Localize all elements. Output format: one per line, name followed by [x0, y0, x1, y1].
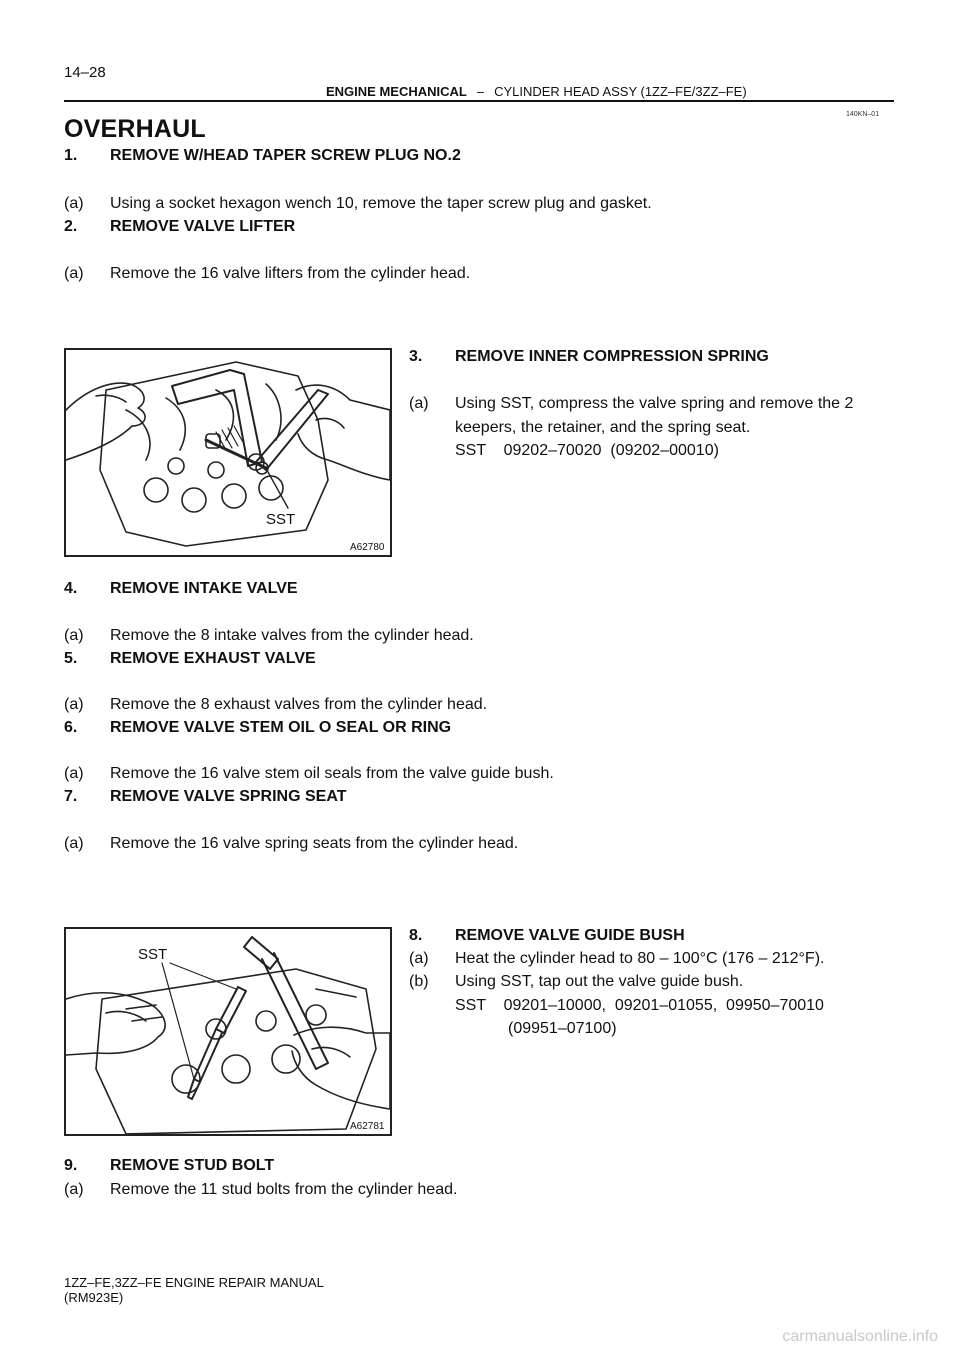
footer-manual-title: 1ZZ–FE,3ZZ–FE ENGINE REPAIR MANUAL: [64, 1275, 324, 1290]
figure-1-illustration: [66, 350, 390, 555]
step-4-instruction-a: [64, 627, 474, 645]
step-number: 8.: [409, 927, 423, 944]
figure-1-sst-label: SST: [266, 511, 296, 528]
step-number: 4.: [64, 580, 78, 597]
header-rule: [64, 100, 894, 102]
step-1-heading: [64, 147, 461, 165]
step-7-instruction-a: [64, 835, 518, 853]
figure-1-id: A62780: [350, 542, 385, 553]
step-number: 2.: [64, 218, 78, 235]
step-1-instruction-a: [64, 195, 652, 213]
step-8-instruction-b: [409, 973, 743, 991]
step-title: REMOVE STUD BOLT: [110, 1157, 275, 1174]
step-9-heading: [64, 1157, 274, 1175]
step-5-heading: [64, 650, 316, 668]
step-number: 5.: [64, 650, 78, 667]
instruction-label: (a): [64, 1181, 84, 1198]
instruction-text: Remove the 16 valve spring seats from the cylinder head.: [110, 835, 519, 852]
figure-2-illustration: [66, 929, 390, 1134]
step-title: REMOVE INNER COMPRESSION SPRING: [455, 348, 769, 365]
instruction-text: Using SST, tap out the valve guide bush.: [455, 973, 744, 990]
step-title: REMOVE VALVE GUIDE BUSH: [455, 927, 685, 944]
instruction-text: Remove the 16 valve stem oil seals from the valve guide bush.: [110, 765, 554, 782]
step-3-instruction-a: [409, 395, 853, 413]
step-number: 1.: [64, 147, 78, 164]
instruction-text: Remove the 11 stud bolts from the cylinder head.: [110, 1181, 458, 1198]
header-subsection: CYLINDER HEAD ASSY (1ZZ–FE/3ZZ–FE): [494, 84, 747, 99]
step-8-sst-numbers: SST 09201–10000, 09201–01055, 09950–70010: [455, 997, 824, 1014]
page-title: OVERHAUL: [64, 115, 206, 143]
instruction-label: (a): [64, 765, 84, 782]
figure-2-sst-label: SST: [138, 946, 168, 963]
step-title: REMOVE W/HEAD TAPER SCREW PLUG NO.2: [110, 147, 461, 164]
instruction-text: Using SST, compress the valve spring and remove the 2: [455, 395, 854, 412]
step-9-instruction-a: [64, 1181, 457, 1199]
step-2-heading: [64, 218, 295, 236]
step-2-instruction-a: [64, 265, 470, 283]
step-5-instruction-a: [64, 696, 487, 714]
step-7-heading: [64, 788, 346, 806]
step-6-heading: [64, 719, 451, 737]
instruction-label: (a): [409, 950, 429, 967]
step-3-heading: [409, 348, 769, 366]
instruction-label: (a): [409, 395, 429, 412]
step-8-heading: [409, 927, 685, 945]
page-number: 14–28: [64, 64, 106, 81]
header-section: ENGINE MECHANICAL: [326, 84, 467, 99]
document-code: 140KN–01: [846, 111, 880, 118]
step-number: 9.: [64, 1157, 78, 1174]
step-number: 3.: [409, 348, 423, 365]
step-3-sst-number: SST 09202–70020 (09202–00010): [455, 442, 719, 459]
instruction-text: Remove the 8 intake valves from the cylinder head.: [110, 627, 474, 644]
footer-manual-code: (RM923E): [64, 1290, 124, 1305]
step-title: REMOVE VALVE LIFTER: [110, 218, 296, 235]
step-3-instruction-a-continued: keepers, the retainer, and the spring seat.: [455, 419, 751, 436]
step-8-instruction-a: [409, 950, 824, 968]
instruction-label: (a): [64, 265, 84, 282]
header-title: [326, 84, 747, 99]
step-8-sst-numbers-continued: (09951–07100): [508, 1020, 617, 1037]
instruction-label: (b): [409, 973, 429, 990]
step-6-instruction-a: [64, 765, 554, 783]
instruction-text: Using a socket hexagon wench 10, remove the taper screw plug and gasket.: [110, 195, 652, 212]
step-title: REMOVE EXHAUST VALVE: [110, 650, 316, 667]
step-title: REMOVE VALVE STEM OIL O SEAL OR RING: [110, 719, 452, 736]
instruction-label: (a): [64, 627, 84, 644]
instruction-label: (a): [64, 835, 84, 852]
step-title: REMOVE VALVE SPRING SEAT: [110, 788, 347, 805]
instruction-text: Remove the 8 exhaust valves from the cylinder head.: [110, 696, 488, 713]
step-4-heading: [64, 580, 298, 598]
instruction-label: (a): [64, 696, 84, 713]
instruction-text: Remove the 16 valve lifters from the cylinder head.: [110, 265, 471, 282]
step-number: 7.: [64, 788, 78, 805]
figure-2-id: A62781: [350, 1121, 385, 1132]
figure-sst-spring-compressor: [64, 348, 392, 557]
instruction-text: Heat the cylinder head to 80 – 100°C (176 – 212°F).: [455, 950, 825, 967]
figure-sst-guide-bush-remover: [64, 927, 392, 1136]
step-title: REMOVE INTAKE VALVE: [110, 580, 298, 597]
header-separator: –: [476, 84, 485, 99]
watermark: carmanualsonline.info: [782, 1328, 938, 1345]
step-number: 6.: [64, 719, 78, 736]
instruction-label: (a): [64, 195, 84, 212]
